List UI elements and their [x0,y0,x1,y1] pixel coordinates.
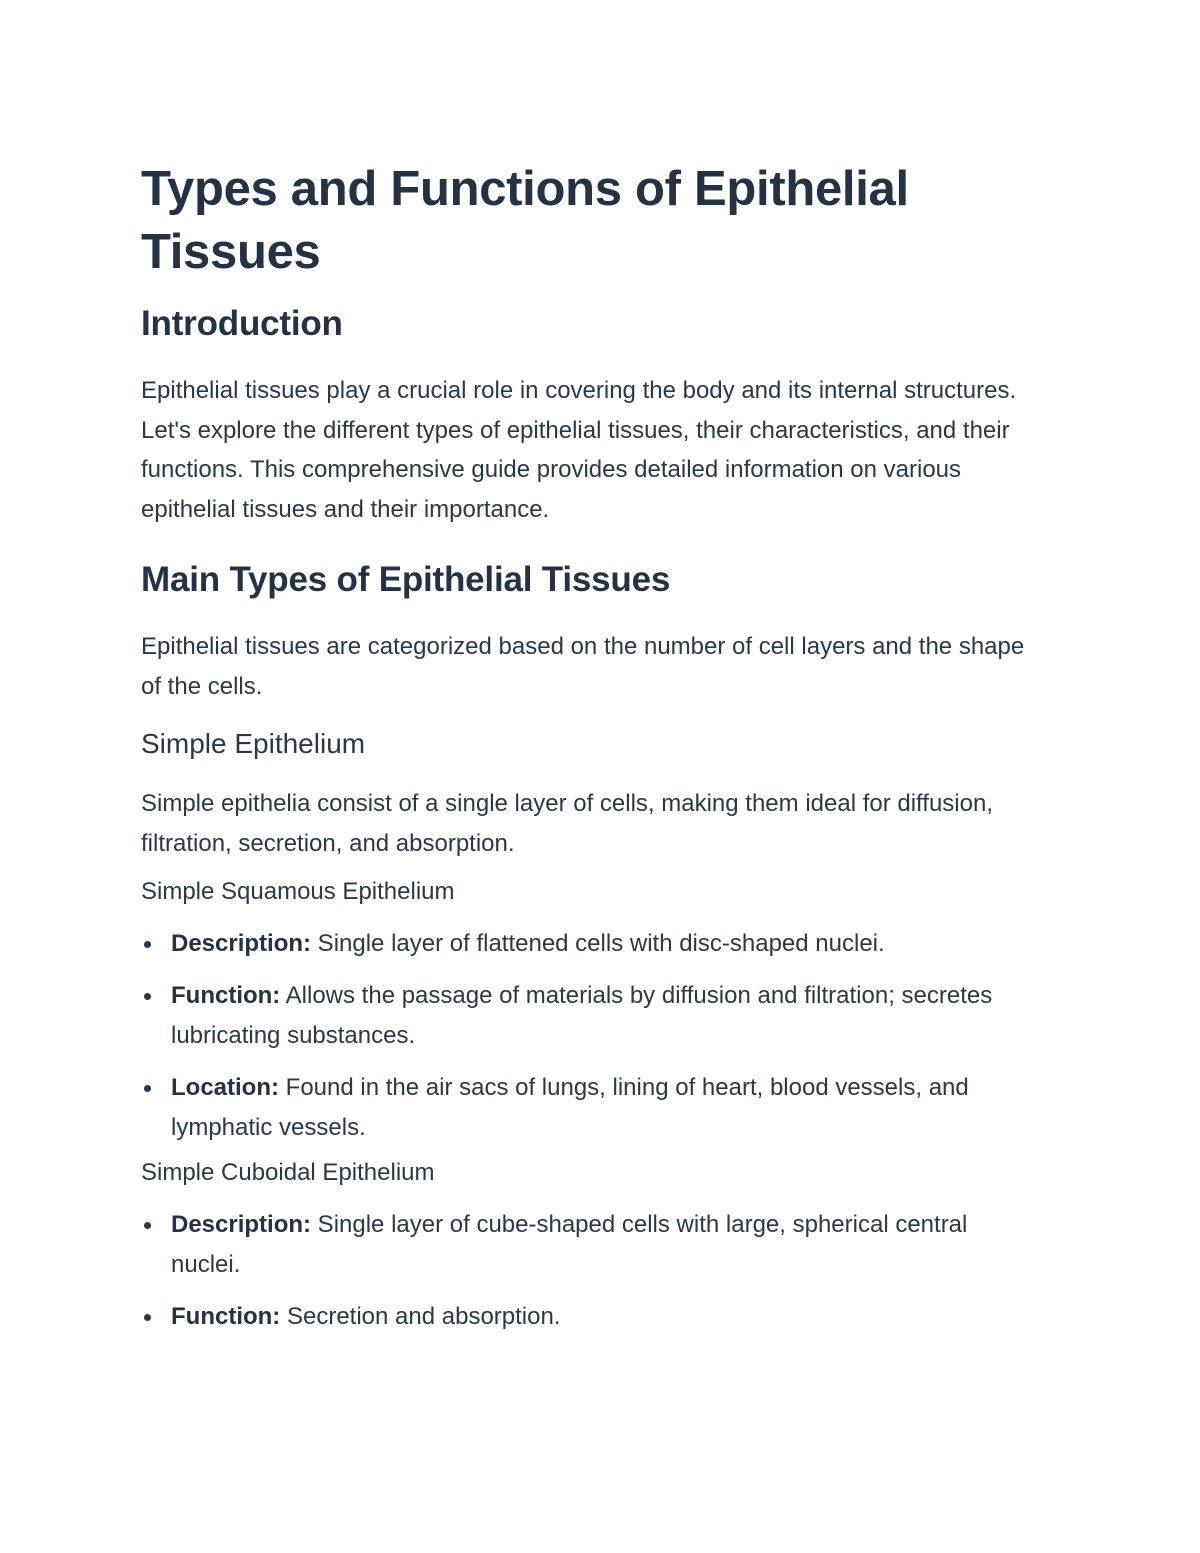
page-title: Types and Functions of Epithelial Tissues [141,162,909,279]
main-types-heading: Main Types of Epithelial Tissues [141,560,671,599]
list-item-label: Description: [171,1211,312,1238]
main-types-paragraph: Epithelial tissues are categorized based on the number of cell layers and the shape of the cells. [141,633,1025,700]
list-item [141,976,1041,1056]
simple-squamous-list [141,924,1041,1148]
simple-epithelium-paragraph: Simple epithelia consist of a single layer of cells, making them ideal for diffusion, filtration, secretion, and absorption. [141,790,993,857]
document-page [141,158,1041,1337]
list-item-label: Function: [171,1303,281,1330]
list-item-label: Description: [171,930,312,957]
bullet-icon [144,1314,151,1321]
list-item-text: Single layer of flattened cells with disc-shaped nuclei. [311,930,885,957]
list-item [141,1068,1041,1148]
simple-cuboidal-list [141,1205,1041,1337]
list-item-label: Function: [171,982,281,1009]
list-item-text: Secretion and absorption. [280,1303,561,1330]
simple-epithelium-heading: Simple Epithelium [141,728,366,759]
bullet-icon [144,941,151,948]
introduction-paragraph: Epithelial tissues play a crucial role in covering the body and its internal structures. Let's explore the different types of epithelial tissues, their characteristics, and their functions. This comprehensive guide provides detailed information on various epithelial tissues and their importance. [141,377,1017,523]
bullet-icon [144,1085,151,1092]
list-item-text: Found in the air sacs of lungs, lining of heart, blood vessels, and lymphatic vessels. [171,1074,969,1141]
list-item [141,1297,1041,1337]
list-item [141,1205,1041,1285]
simple-cuboidal-heading: Simple Cuboidal Epithelium [141,1159,435,1186]
list-item-text: Allows the passage of materials by diffusion and filtration; secretes lubricating substances. [171,982,993,1049]
list-item-text: Single layer of cube-shaped cells with large, spherical central nuclei. [171,1211,968,1278]
introduction-heading: Introduction [141,304,343,343]
bullet-icon [144,1222,151,1229]
list-item-label: Location: [171,1074,279,1101]
list-item [141,924,1041,964]
simple-squamous-heading: Simple Squamous Epithelium [141,878,455,905]
bullet-icon [144,993,151,1000]
